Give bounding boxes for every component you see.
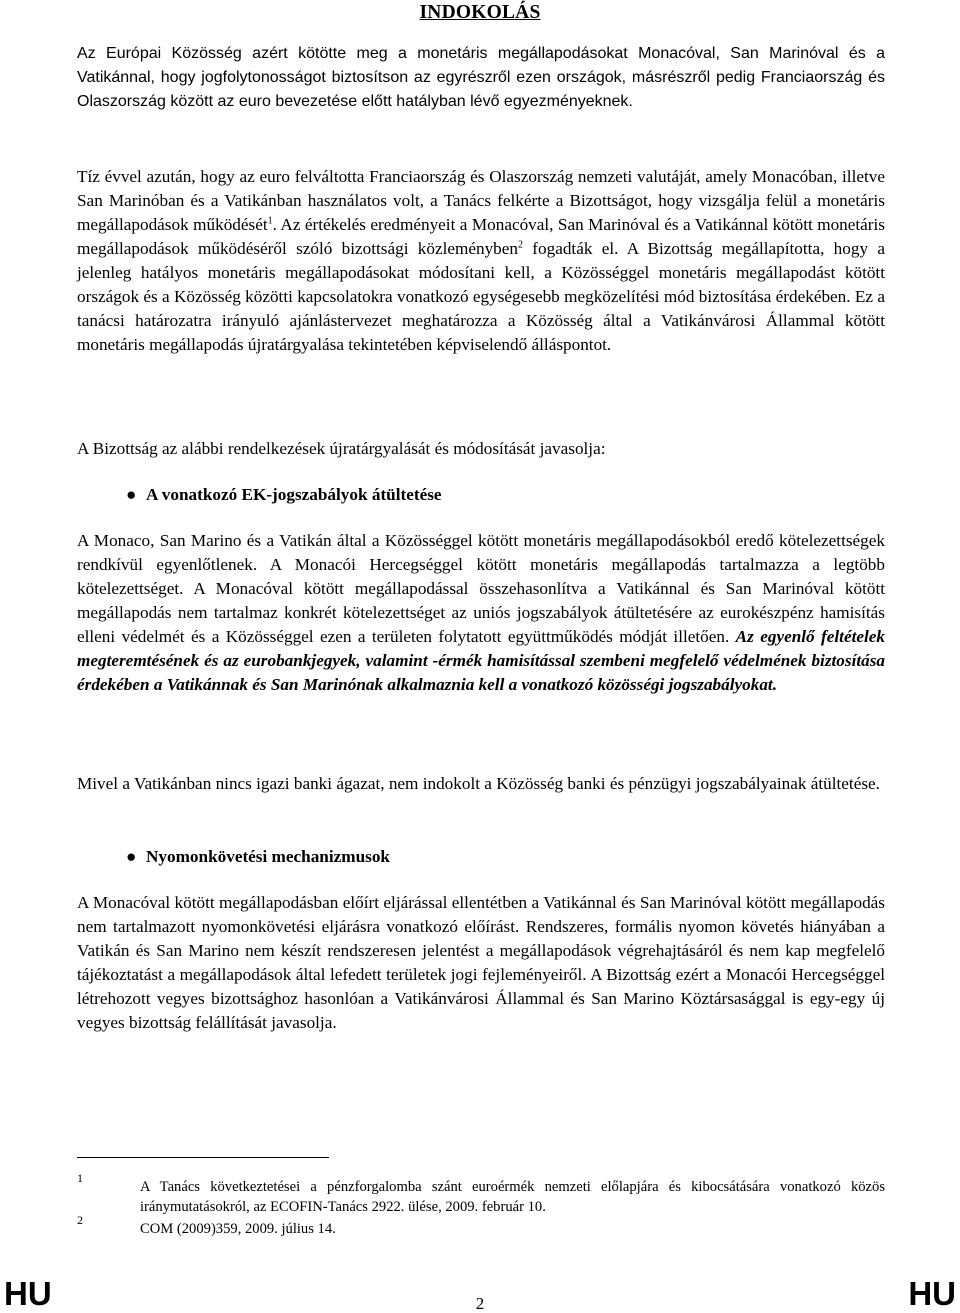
intro-paragraph: Az Európai Közösség azért kötötte meg a monetáris megállapodásokat Monacóval, San Marinóval és a Vatikánnal, hogy jogfolytonosságot biztosítson az egyrészről ezen országok, másrészről pedig Franciaország és Olaszország között az euro bevezetése előtt hatályban lévő egyezményeknek.	[77, 45, 885, 110]
footnote-mark-1: 1	[77, 1171, 83, 1185]
bullet-icon: ●	[126, 485, 137, 504]
banking-paragraph: Mivel a Vatikánban nincs igazi banki ágazat, nem indokolt a Közösség banki és pénzügyi jogszabályainak átültetése.	[77, 774, 880, 793]
background-paragraph	[77, 165, 885, 357]
monitoring-paragraph: A Monacóval kötött megállapodásban előírt eljárással ellentétben a Vatikánnal és San Marinóval kötött megállapodás nem tartalmazott nyomonkövetési eljárásra vonatkozó előírást. Rendszeres, formális nyomon követés hiányában a Vatikán és San Marino nem készít rendszeresen jelentést a megállapodások végrehajtásáról és nem kap megfelelő tájékoztatást a megállapodások által lefedett területek jogi fejleményeiről. A Bizottság ezért a Monacói Hercegséggel létrehozott vegyes bizottsághoz hasonlóan a Vatikánvárosi Állammal és San Marino Köztársasággal is egy-egy új vegyes bizottság felállítását javasolja.	[77, 893, 885, 1032]
footnote-separator	[77, 1157, 329, 1158]
section-heading-monitoring	[126, 845, 390, 869]
footnote-ref-2[interactable]: 2	[518, 239, 523, 251]
language-code-right: HU	[908, 1275, 956, 1312]
page-number: 2	[475, 1294, 485, 1313]
document-title: INDOKOLÁS	[419, 2, 541, 23]
section-heading-text: Nyomonkövetési mechanizmusok	[146, 847, 390, 866]
background-text-3: fogadták el. A Bizottság megállapította, hogy a jelenleg hatályos monetáris megállapodásokat módosítani kell, a Közösséggel monetáris megállapodást kötött országok és a Közösség közötti kapcsolatokra vonatkozó egységesebb megközelítési mód biztosítása érdekében. Ez a tanácsi határozatra irányuló ajánlástervezet meghatározza a Közösség által a Vatikánvárosi Állammal kötött monetáris megállapodás újratárgyalása tekintetében képviselendő álláspontot.	[77, 239, 885, 354]
bullet-icon: ●	[126, 847, 137, 866]
proposal-intro: A Bizottság az alábbi rendelkezések újratárgyalását és módosítását javasolja:	[77, 439, 606, 458]
section-heading-transposition	[126, 483, 442, 507]
language-code-left: HU	[4, 1275, 52, 1312]
transposition-text: A Monaco, San Marino és a Vatikán által a Közösséggel kötött monetáris megállapodásokból eredő kötelezettségek rendkívül egyenlőtlenek. A Monacói Hercegséggel kötött monetáris megállapodás tartalmazza a legtöbb kötelezettséget. A Monacóval kötött megállapodással összehasonlítva a Vatikánnal és San Marinóval kötött megállapodás nem tartalmaz konkrét kötelezettséget az uniós jogszabályok átültetésére az eurokészpénz hamisítás elleni védelmét és a Közösséggel ezen a területen folytatott együttműködés módját illetően.	[77, 531, 885, 646]
footnote-text-1: A Tanács következtetései a pénzforgalomba szánt euroérmék nemzeti előlapjára és kibocsátására vonatkozó közös iránymutatásokról, az ECOFIN-Tanács 2922. ülése, 2009. február 10.	[140, 1179, 885, 1215]
transposition-emphasis: Az egyenlő feltételek megteremtésének és az eurobankjegyek, valamint -érmék hamisítással szembeni megfelelő védelmének biztosítása érdekében a Vatikánnak és San Marinónak alkalmaznia kell a vonatkozó közösségi jogszabályokat.	[77, 627, 885, 694]
background-text-1: Tíz évvel azután, hogy az euro felváltotta Franciaország és Olaszország nemzeti valutáját, amely Monacóban, illetve San Marinóban és a Vatikánban használatos volt, a Tanács felkérte a Bizottságot, hogy vizsgálja felül a monetáris megállapodások működését	[77, 167, 885, 234]
transposition-paragraph	[77, 529, 885, 697]
footnote-mark-2: 2	[77, 1213, 83, 1227]
background-text-2: . Az értékelés eredményeit a Monacóval, San Marinóval és a Vatikánnal kötött monetáris megállapodások működéséről szóló bizottsági közleményben	[77, 215, 885, 258]
section-heading-text: A vonatkozó EK-jogszabályok átültetése	[146, 485, 442, 504]
footnote-text-2: COM (2009)359, 2009. július 14.	[140, 1221, 336, 1237]
footnote-ref-1[interactable]: 1	[267, 215, 273, 227]
